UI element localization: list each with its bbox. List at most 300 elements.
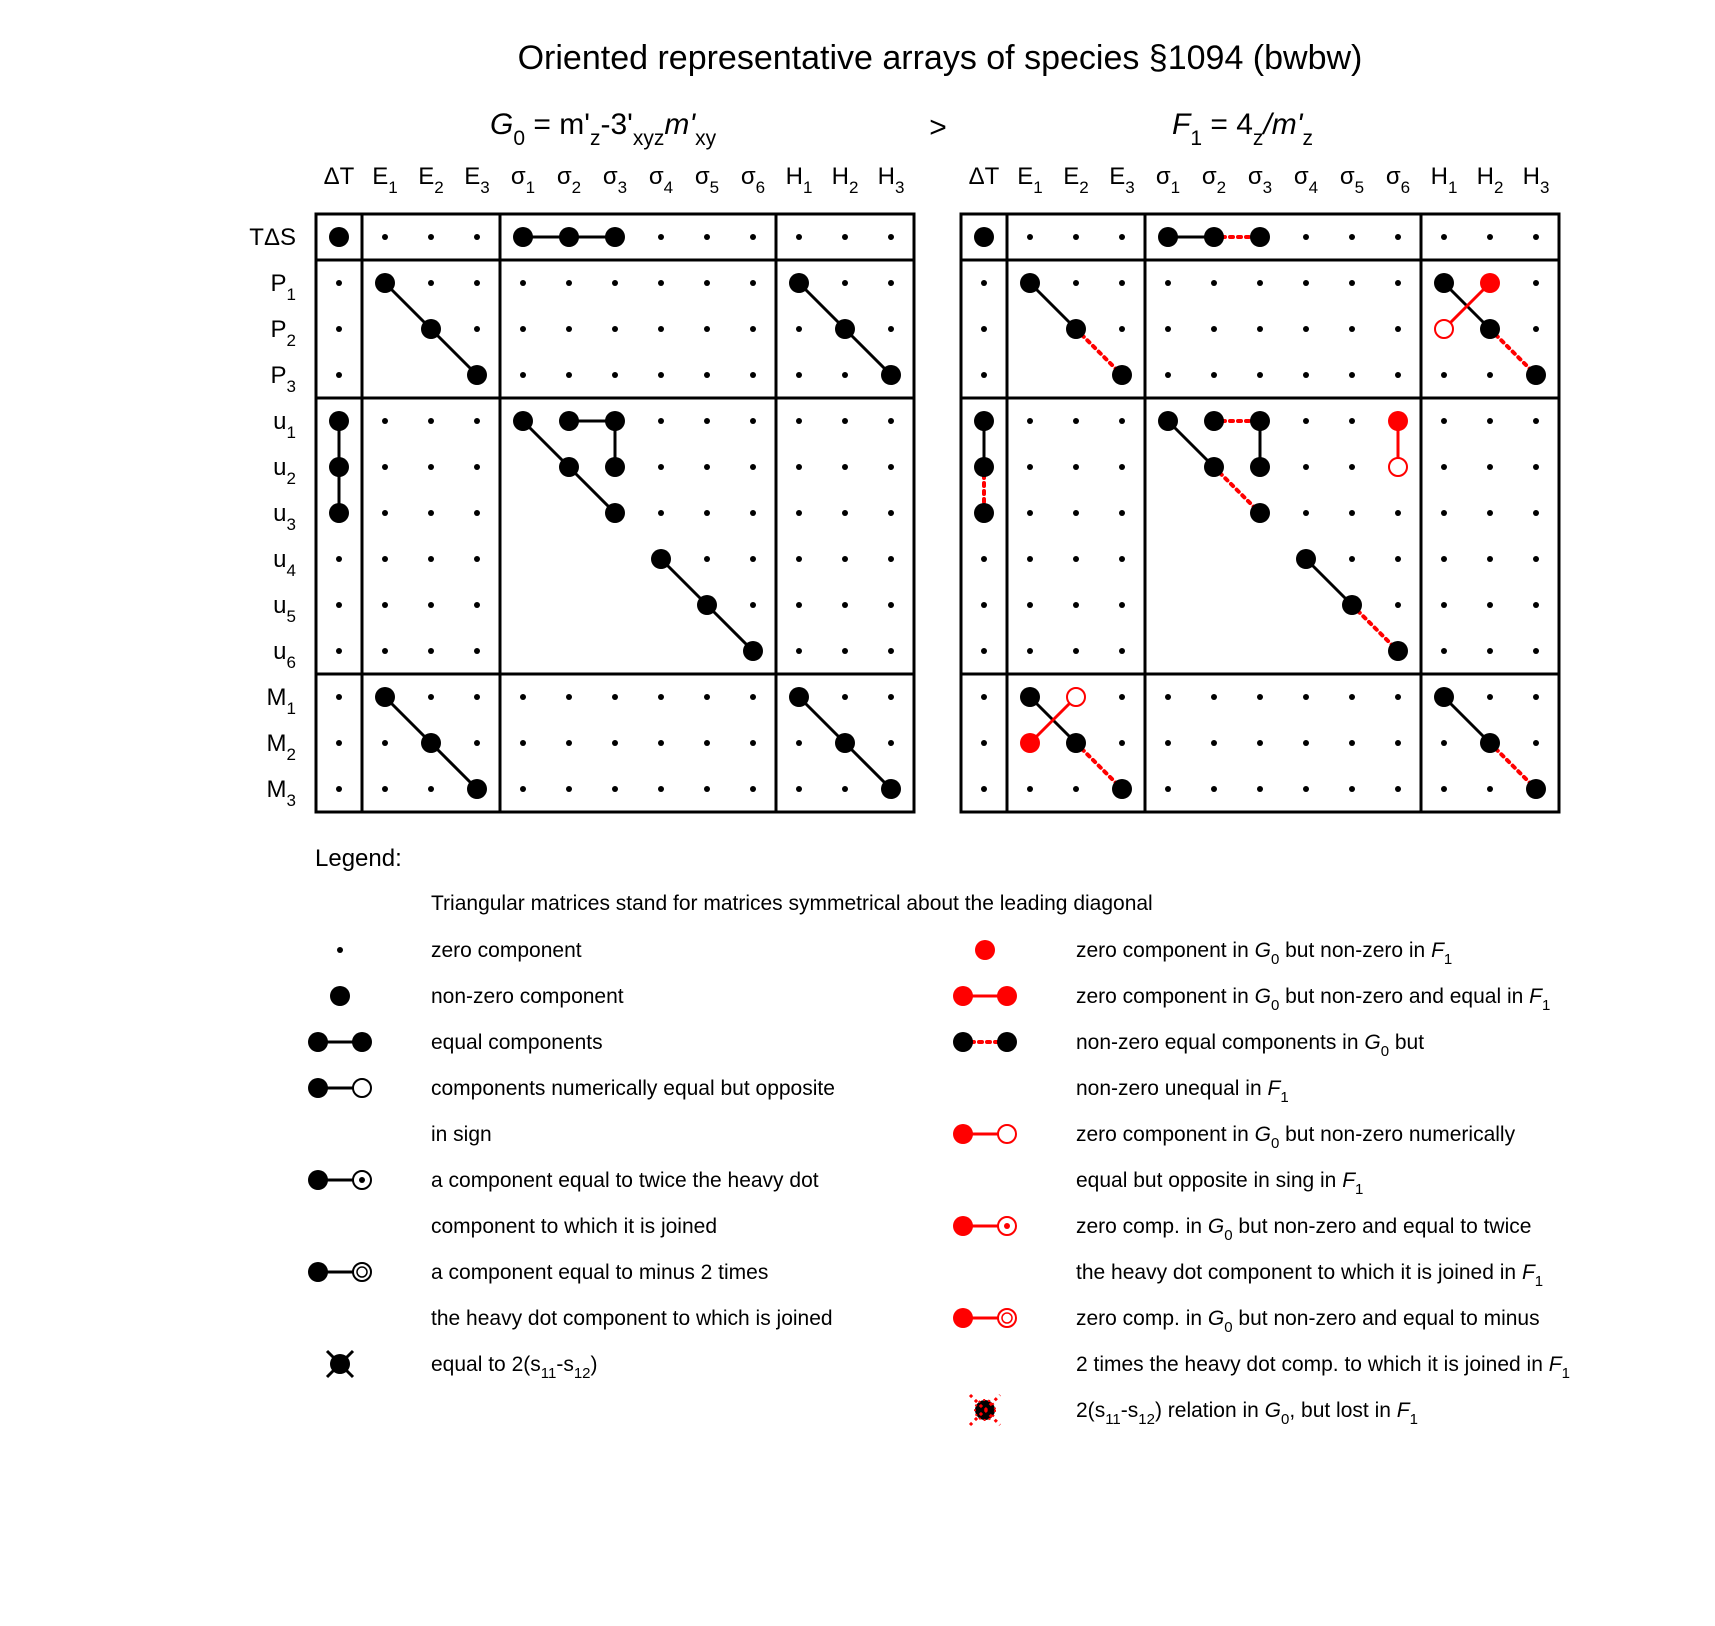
- zero-component-dot: [428, 280, 434, 286]
- zero-component-dot: [1533, 510, 1539, 516]
- zero-component-dot: [1487, 602, 1493, 608]
- column-label: $H_1$: [785, 163, 813, 197]
- legend-left-text: a component equal to twice the heavy dot: [431, 1169, 819, 1192]
- column-label: $\sigma_1$: [1155, 163, 1181, 197]
- zero-component-dot: [1303, 464, 1309, 470]
- zero-component-dot: [1395, 556, 1401, 562]
- zero-component-dot: [1487, 372, 1493, 378]
- zero-component-dot: [1349, 740, 1355, 746]
- zero-component-dot: [1533, 418, 1539, 424]
- nonzero-component-dot: [467, 779, 487, 799]
- nonzero-component-dot: [1480, 733, 1500, 753]
- row-label: $u_1$: [273, 408, 296, 442]
- zero-component-dot: [1441, 510, 1447, 516]
- nonzero-component-dot: [974, 503, 994, 523]
- zero-component-dot: [1441, 648, 1447, 654]
- red-component-dot: [1480, 273, 1500, 293]
- nonzero-component-dot: [421, 733, 441, 753]
- zero-component-dot: [1533, 694, 1539, 700]
- column-label: $E_2$: [1063, 163, 1089, 197]
- zero-component-dot: [1165, 740, 1171, 746]
- legend-left-text: in sign: [431, 1123, 492, 1146]
- zero-component-dot: [1487, 464, 1493, 470]
- zero-component-dot: [382, 464, 388, 470]
- column-label: $\sigma_5$: [694, 163, 720, 197]
- legend-note: Triangular matrices stand for matrices symmetrical about the leading diagonal: [431, 892, 1153, 915]
- zero-component-dot: [704, 786, 710, 792]
- zero-component-dot: [842, 280, 848, 286]
- zero-component-dot: [750, 326, 756, 332]
- nonzero-component-dot: [1066, 733, 1086, 753]
- column-label: ΔT: [968, 163, 1000, 190]
- zero-component-dot: [1027, 556, 1033, 562]
- zero-component-dot: [1119, 234, 1125, 240]
- nonzero-component-dot: [743, 641, 763, 661]
- matrices-layer: [249, 163, 1559, 812]
- nonzero-component-dot: [1250, 457, 1270, 477]
- zero-component-dot: [1119, 510, 1125, 516]
- zero-component-dot: [1349, 464, 1355, 470]
- nonzero-component-dot: [835, 319, 855, 339]
- legend-left-text: zero component: [431, 939, 582, 962]
- row-label: $u_5$: [273, 592, 296, 626]
- zero-component-dot: [981, 280, 987, 286]
- zero-component-dot: [1027, 786, 1033, 792]
- matrix-block-border: [1145, 260, 1421, 398]
- zero-component-dot: [1441, 740, 1447, 746]
- column-label: $\sigma_3$: [1247, 163, 1273, 197]
- matrix-block-border: [1007, 398, 1145, 674]
- zero-component-dot: [1349, 418, 1355, 424]
- zero-component-dot: [750, 372, 756, 378]
- zero-component-dot: [796, 372, 802, 378]
- zero-component-dot: [1533, 464, 1539, 470]
- zero-component-dot: [842, 648, 848, 654]
- zero-component-dot: [1441, 234, 1447, 240]
- legend-right-text: non-zero equal components in $G_0$ but: [1076, 1031, 1425, 1060]
- nonzero-component-dot: [974, 227, 994, 247]
- red-pair-twice-icon: [953, 1216, 1016, 1236]
- zero-component-dot: [704, 510, 710, 516]
- red-pair-equal-icon: [953, 986, 1017, 1006]
- pair-equal-icon: [308, 1032, 372, 1052]
- zero-component-dot: [1211, 694, 1217, 700]
- zero-component-dot: [612, 740, 618, 746]
- column-label: ΔT: [323, 163, 355, 190]
- matrix-G0: [249, 163, 914, 812]
- zero-component-dot: [474, 648, 480, 654]
- legend-right-text: zero component in $G_0$ but non-zero and equal in $F_1$: [1076, 985, 1551, 1014]
- zero-component-dot: [1487, 510, 1493, 516]
- zero-component-dot: [612, 786, 618, 792]
- zero-component-dot: [796, 602, 802, 608]
- zero-component-dot: [428, 418, 434, 424]
- zero-component-dot: [1349, 372, 1355, 378]
- column-label: $\sigma_1$: [510, 163, 536, 197]
- zero-component-dot: [1257, 372, 1263, 378]
- zero-component-dot: [796, 326, 802, 332]
- column-label: $\sigma_2$: [556, 163, 582, 197]
- zero-component-dot: [1487, 556, 1493, 562]
- zero-component-dot: [888, 326, 894, 332]
- x-dot-icon: [327, 1351, 353, 1377]
- nonzero-component-dot: [1020, 687, 1040, 707]
- zero-component-dot: [336, 556, 342, 562]
- zero-component-dot: [750, 280, 756, 286]
- nonzero-component-dot: [697, 595, 717, 615]
- nonzero-component-dot: [1434, 687, 1454, 707]
- zero-component-dot: [750, 602, 756, 608]
- nonzero-component-dot: [1066, 319, 1086, 339]
- zero-component-dot: [382, 510, 388, 516]
- column-label: $E_1$: [372, 163, 398, 197]
- zero-component-dot: [474, 280, 480, 286]
- zero-component-dot: [888, 464, 894, 470]
- column-label: $\sigma_2$: [1201, 163, 1227, 197]
- zero-component-dot: [750, 556, 756, 562]
- zero-component-dot: [1303, 418, 1309, 424]
- nonzero-component-dot: [329, 411, 349, 431]
- zero-component-dot: [1119, 556, 1125, 562]
- zero-component-dot: [704, 556, 710, 562]
- zero-component-dot: [981, 556, 987, 562]
- zero-component-dot: [1119, 602, 1125, 608]
- zero-component-dot: [750, 464, 756, 470]
- zero-component-dot: [1073, 464, 1079, 470]
- zero-component-dot: [566, 326, 572, 332]
- zero-component-dot: [981, 326, 987, 332]
- zero-component-dot: [474, 602, 480, 608]
- matrix-F1: [961, 163, 1559, 812]
- zero-component-dot: [1395, 280, 1401, 286]
- zero-component-dot: [382, 418, 388, 424]
- nonzero-component-dot: [559, 411, 579, 431]
- zero-component-dot: [796, 234, 802, 240]
- zero-component-dot: [1441, 602, 1447, 608]
- pair-twice-icon: [308, 1170, 371, 1190]
- matrix-block-border: [776, 398, 914, 674]
- zero-component-dot: [1349, 234, 1355, 240]
- zero-component-dot: [1395, 510, 1401, 516]
- zero-component-dot: [566, 740, 572, 746]
- column-label: $H_3$: [877, 163, 905, 197]
- zero-component-dot: [382, 740, 388, 746]
- matrix-block-border: [362, 398, 500, 674]
- column-label: $\sigma_5$: [1339, 163, 1365, 197]
- zero-component-dot: [888, 234, 894, 240]
- zero-component-dot: [474, 418, 480, 424]
- zero-component-dot: [1441, 556, 1447, 562]
- zero-component-dot: [658, 234, 664, 240]
- legend-right-text: zero component in $G_0$ but non-zero in $F_1$: [1076, 939, 1453, 968]
- zero-component-dot: [382, 602, 388, 608]
- nonzero-component-dot: [789, 273, 809, 293]
- zero-component-dot: [1073, 602, 1079, 608]
- zero-component-dot: [1165, 326, 1171, 332]
- zero-component-dot: [888, 280, 894, 286]
- zero-component-dot: [704, 694, 710, 700]
- column-label: $\sigma_4$: [648, 163, 674, 197]
- nonzero-component-dot: [789, 687, 809, 707]
- legend-right-text: non-zero unequal in $F_1$: [1076, 1077, 1289, 1106]
- zero-component-dot: [704, 280, 710, 286]
- zero-component-dot: [1441, 418, 1447, 424]
- zero-component-dot: [842, 418, 848, 424]
- nonzero-component-dot: [1204, 457, 1224, 477]
- zero-component-dot: [520, 694, 526, 700]
- zero-component-dot: [658, 786, 664, 792]
- zero-component-dot: [658, 372, 664, 378]
- zero-component-dot: [1533, 740, 1539, 746]
- nonzero-component-dot: [605, 227, 625, 247]
- matrix-block-border: [500, 674, 776, 812]
- zero-component-dot: [1119, 694, 1125, 700]
- small-dot-icon: [337, 947, 343, 953]
- red-opposite-dot: [1067, 688, 1085, 706]
- zero-component-dot: [382, 234, 388, 240]
- column-label: $\sigma_6$: [1385, 163, 1411, 197]
- row-label: $u_3$: [273, 500, 296, 534]
- nonzero-component-dot: [559, 227, 579, 247]
- zero-component-dot: [520, 326, 526, 332]
- zero-component-dot: [1395, 786, 1401, 792]
- zero-component-dot: [474, 464, 480, 470]
- zero-component-dot: [658, 694, 664, 700]
- zero-component-dot: [658, 280, 664, 286]
- legend-left-text: the heavy dot component to which is joined: [431, 1307, 833, 1330]
- zero-component-dot: [1211, 740, 1217, 746]
- zero-component-dot: [1349, 326, 1355, 332]
- zero-component-dot: [1533, 602, 1539, 608]
- black-pair-dotted-icon: [953, 1032, 1017, 1052]
- zero-component-dot: [336, 280, 342, 286]
- pair-opposite-icon: [308, 1078, 371, 1098]
- zero-component-dot: [1211, 326, 1217, 332]
- zero-component-dot: [1257, 740, 1263, 746]
- zero-component-dot: [336, 740, 342, 746]
- matrix-block-border: [1145, 674, 1421, 812]
- nonzero-component-dot: [1112, 365, 1132, 385]
- zero-component-dot: [888, 740, 894, 746]
- zero-component-dot: [842, 510, 848, 516]
- zero-component-dot: [382, 556, 388, 562]
- zero-component-dot: [612, 694, 618, 700]
- zero-component-dot: [888, 648, 894, 654]
- nonzero-component-dot: [974, 457, 994, 477]
- zero-component-dot: [1487, 786, 1493, 792]
- zero-component-dot: [1349, 280, 1355, 286]
- zero-component-dot: [796, 464, 802, 470]
- column-label: $E_3$: [464, 163, 490, 197]
- zero-component-dot: [888, 510, 894, 516]
- zero-component-dot: [1533, 556, 1539, 562]
- legend-right-text: zero comp. in $G_0$ but non-zero and equal to minus: [1076, 1307, 1540, 1336]
- zero-component-dot: [1257, 280, 1263, 286]
- pair-minus2-icon: [308, 1262, 371, 1282]
- row-label: $M_1$: [266, 684, 296, 718]
- nonzero-component-dot: [1250, 411, 1270, 431]
- nonzero-component-dot: [605, 457, 625, 477]
- zero-component-dot: [1533, 326, 1539, 332]
- row-label: $u_2$: [273, 454, 296, 488]
- zero-component-dot: [704, 326, 710, 332]
- legend-left-text: component to which it is joined: [431, 1215, 717, 1238]
- zero-component-dot: [981, 372, 987, 378]
- zero-component-dot: [566, 280, 572, 286]
- zero-component-dot: [1349, 694, 1355, 700]
- zero-component-dot: [1395, 602, 1401, 608]
- column-label: $H_2$: [1476, 163, 1504, 197]
- zero-component-dot: [888, 602, 894, 608]
- zero-component-dot: [981, 786, 987, 792]
- nonzero-component-dot: [1296, 549, 1316, 569]
- row-label: TΔS: [249, 224, 296, 251]
- zero-component-dot: [704, 740, 710, 746]
- nonzero-component-dot: [467, 365, 487, 385]
- nonzero-component-dot: [329, 457, 349, 477]
- nonzero-component-dot: [651, 549, 671, 569]
- zero-component-dot: [1487, 234, 1493, 240]
- zero-component-dot: [1073, 786, 1079, 792]
- zero-component-dot: [382, 786, 388, 792]
- zero-component-dot: [336, 602, 342, 608]
- zero-component-dot: [1395, 740, 1401, 746]
- zero-component-dot: [1303, 234, 1309, 240]
- matrix-block-border: [1421, 398, 1559, 674]
- nonzero-component-dot: [1250, 227, 1270, 247]
- zero-component-dot: [1487, 418, 1493, 424]
- red-pair-opposite-icon: [953, 1124, 1016, 1144]
- zero-component-dot: [704, 372, 710, 378]
- zero-component-dot: [1073, 510, 1079, 516]
- zero-component-dot: [474, 510, 480, 516]
- zero-component-dot: [1027, 418, 1033, 424]
- zero-component-dot: [336, 648, 342, 654]
- zero-component-dot: [1533, 280, 1539, 286]
- zero-component-dot: [1441, 464, 1447, 470]
- zero-component-dot: [1073, 280, 1079, 286]
- zero-component-dot: [842, 372, 848, 378]
- figure-title: Oriented representative arrays of species §1094 (bwbw): [517, 39, 1363, 77]
- column-label: $E_3$: [1109, 163, 1135, 197]
- nonzero-component-dot: [1526, 365, 1546, 385]
- zero-component-dot: [750, 740, 756, 746]
- zero-component-dot: [474, 556, 480, 562]
- zero-component-dot: [1027, 510, 1033, 516]
- zero-component-dot: [1027, 602, 1033, 608]
- zero-component-dot: [1349, 556, 1355, 562]
- zero-component-dot: [336, 372, 342, 378]
- zero-component-dot: [1303, 372, 1309, 378]
- nonzero-component-dot: [559, 457, 579, 477]
- zero-component-dot: [1441, 786, 1447, 792]
- zero-component-dot: [1165, 372, 1171, 378]
- zero-component-dot: [474, 234, 480, 240]
- red-component-dot: [1020, 733, 1040, 753]
- nonzero-component-dot: [605, 503, 625, 523]
- zero-component-dot: [1073, 648, 1079, 654]
- legend-right-text: equal but opposite in sing in $F_1$: [1076, 1169, 1364, 1198]
- zero-component-dot: [612, 372, 618, 378]
- zero-component-dot: [428, 234, 434, 240]
- big-dot-icon: [330, 986, 350, 1006]
- column-label: $E_1$: [1017, 163, 1043, 197]
- zero-component-dot: [566, 786, 572, 792]
- zero-component-dot: [658, 464, 664, 470]
- zero-component-dot: [336, 786, 342, 792]
- nonzero-component-dot: [421, 319, 441, 339]
- zero-component-dot: [981, 648, 987, 654]
- nonzero-component-dot: [1434, 273, 1454, 293]
- zero-component-dot: [842, 694, 848, 700]
- zero-component-dot: [842, 786, 848, 792]
- zero-component-dot: [474, 740, 480, 746]
- zero-component-dot: [428, 556, 434, 562]
- nonzero-component-dot: [375, 687, 395, 707]
- nonzero-component-dot: [881, 365, 901, 385]
- zero-component-dot: [1257, 786, 1263, 792]
- zero-component-dot: [704, 234, 710, 240]
- zero-component-dot: [750, 786, 756, 792]
- nonzero-component-dot: [375, 273, 395, 293]
- zero-component-dot: [981, 740, 987, 746]
- zero-component-dot: [750, 510, 756, 516]
- zero-component-dot: [428, 464, 434, 470]
- red-pair-minus2-icon: [953, 1308, 1016, 1328]
- zero-component-dot: [796, 786, 802, 792]
- zero-component-dot: [428, 694, 434, 700]
- nonzero-component-dot: [513, 411, 533, 431]
- row-label: $M_2$: [266, 730, 296, 764]
- nonzero-component-dot: [1020, 273, 1040, 293]
- zero-component-dot: [1257, 694, 1263, 700]
- zero-component-dot: [1395, 326, 1401, 332]
- row-label: $P_1$: [270, 270, 296, 304]
- zero-component-dot: [566, 694, 572, 700]
- zero-component-dot: [1303, 694, 1309, 700]
- zero-component-dot: [1395, 234, 1401, 240]
- zero-component-dot: [1257, 326, 1263, 332]
- nonzero-component-dot: [1204, 411, 1224, 431]
- zero-component-dot: [796, 740, 802, 746]
- zero-component-dot: [842, 556, 848, 562]
- red-component-dot: [1388, 411, 1408, 431]
- nonzero-component-dot: [1250, 503, 1270, 523]
- nonzero-component-dot: [513, 227, 533, 247]
- column-label: $H_2$: [831, 163, 859, 197]
- zero-component-dot: [1027, 464, 1033, 470]
- zero-component-dot: [474, 326, 480, 332]
- legend-left-text: components numerically equal but opposite: [431, 1077, 835, 1100]
- column-label: $E_2$: [418, 163, 444, 197]
- zero-component-dot: [612, 280, 618, 286]
- column-label: $\sigma_4$: [1293, 163, 1319, 197]
- row-label: $P_2$: [270, 316, 296, 350]
- nonzero-component-dot: [605, 411, 625, 431]
- legend-right-text: 2 times the heavy dot comp. to which it is joined in $F_1$: [1076, 1353, 1570, 1382]
- row-label: $u_4$: [273, 546, 296, 580]
- legend-heading: Legend:: [315, 845, 402, 872]
- zero-component-dot: [428, 602, 434, 608]
- zero-component-dot: [474, 694, 480, 700]
- zero-component-dot: [704, 418, 710, 424]
- zero-component-dot: [612, 326, 618, 332]
- legend-right-text: $2(s_{11}-s_{12})$ relation in $G_0$, but lost in $F_1$: [1076, 1399, 1418, 1428]
- zero-component-dot: [1395, 694, 1401, 700]
- legend-right-text: zero component in $G_0$ but non-zero numerically: [1076, 1123, 1516, 1152]
- nonzero-component-dot: [835, 733, 855, 753]
- legend-left-text: non-zero component: [431, 985, 624, 1008]
